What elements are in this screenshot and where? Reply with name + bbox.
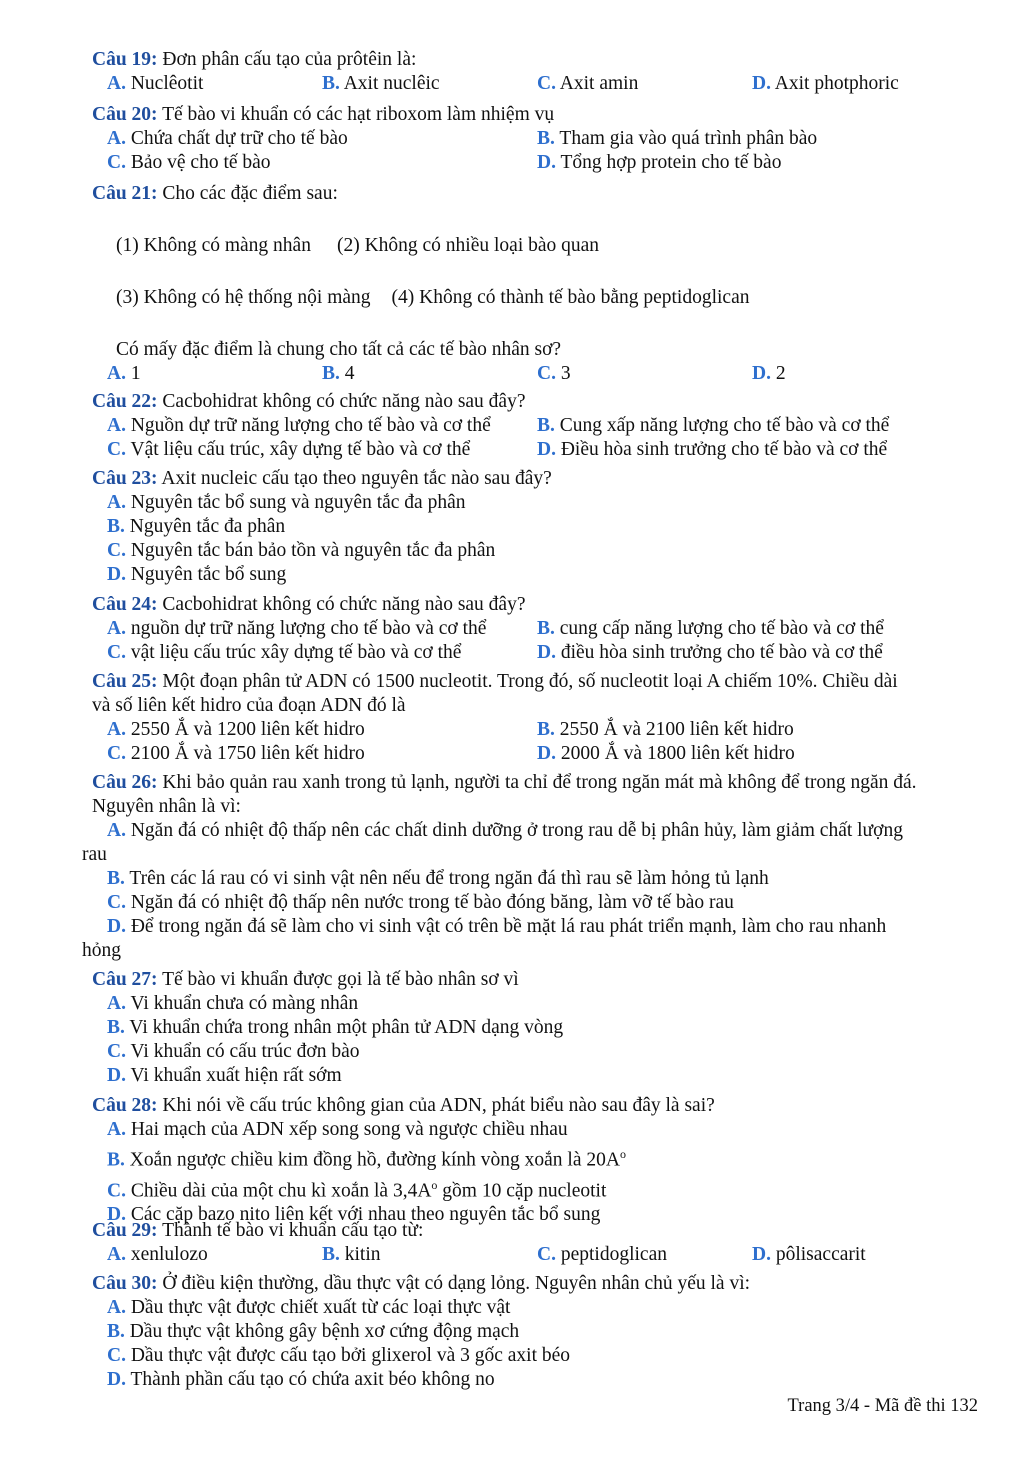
question-21-ask — [0, 338, 1024, 386]
option-d[interactable]: D. Điều hòa sinh trưởng cho tế bào và cơ thể — [537, 439, 888, 460]
option-a[interactable]: A. Vi khuẩn chưa có màng nhân — [107, 993, 359, 1014]
option-a[interactable]: A. Dầu thực vật được chiết xuất từ các loại thực vật — [107, 1297, 511, 1318]
question-text: Đơn phân cấu tạo của prôtêin là: — [162, 49, 417, 70]
option-b[interactable]: B. Cung xấp năng lượng cho tế bào và cơ thể — [537, 415, 890, 436]
question-26 — [0, 771, 1024, 963]
statement-1: (1) Không có màng nhân — [116, 235, 311, 256]
question-20 — [0, 103, 1024, 175]
option-c[interactable]: C. vật liệu cấu trúc xây dựng tế bào và cơ thể — [107, 642, 462, 663]
question-number: Câu 19: — [92, 49, 158, 70]
option-a-cont: rau — [82, 844, 107, 865]
option-c[interactable]: C. Chiều dài của một chu kì xoắn là $3,4A^o$ gồm 10 cặp nucleotit — [107, 1177, 607, 1201]
question-21 — [0, 182, 1024, 206]
option-d[interactable]: D. Thành phần cấu tạo có chứa axit béo không no — [107, 1369, 495, 1390]
question-text: Có mấy đặc điểm là chung cho tất cả các tế bào nhân sơ? — [116, 339, 562, 360]
option-c[interactable]: C. Dầu thực vật được cấu tạo bởi glixerol và 3 gốc axit béo — [107, 1345, 571, 1366]
option-b[interactable]: B. Nguyên tắc đa phân — [107, 516, 286, 537]
option-a[interactable]: A. Nuclêotit — [107, 73, 204, 94]
question-29 — [0, 1219, 1024, 1267]
option-a[interactable]: A. nguồn dự trữ năng lượng cho tế bào và cơ thể — [107, 618, 487, 639]
option-b[interactable]: B. cung cấp năng lượng cho tế bào và cơ thể — [537, 618, 884, 639]
question-text: Một đoạn phân tử ADN có 1500 nucleotit. Trong đó, số nucleotit loại A chiếm 10%. Chiều dài — [162, 671, 898, 692]
question-30 — [0, 1272, 1024, 1392]
option-b[interactable]: B. Vi khuẩn chứa trong nhân một phân tử ADN dạng vòng — [107, 1017, 564, 1038]
option-d-cont: hỏng — [82, 940, 121, 961]
option-b[interactable]: B. kitin — [322, 1244, 381, 1265]
question-number: Câu 29: — [92, 1220, 158, 1241]
statement-3: (3) Không có hệ thống nội màng — [116, 287, 371, 308]
option-c[interactable]: C. Vi khuẩn có cấu trúc đơn bào — [107, 1041, 360, 1062]
option-a[interactable]: A. Nguyên tắc bổ sung và nguyên tắc đa phân — [107, 492, 466, 513]
option-c[interactable]: C. Bảo vệ cho tế bào — [107, 152, 271, 173]
question-number: Câu 23: — [92, 468, 158, 489]
question-28 — [0, 1094, 1024, 1227]
question-text: Khi bảo quản rau xanh trong tủ lạnh, người ta chỉ để trong ngăn mát mà không để trong ngăn đá. — [162, 772, 917, 793]
question-number: Câu 20: — [92, 104, 158, 125]
question-text: Cacbohidrat không có chức năng nào sau đây? — [162, 594, 526, 615]
question-number: Câu 22: — [92, 391, 158, 412]
question-24 — [0, 593, 1024, 665]
question-text: Cho các đặc điểm sau: — [162, 183, 338, 204]
option-b[interactable]: B. Trên các lá rau có vi sinh vật nên nếu để trong ngăn đá thì rau sẽ làm hỏng tủ lạnh — [107, 868, 769, 889]
question-text: Thành tế bào vi khuẩn cấu tạo từ: — [162, 1220, 424, 1241]
option-a[interactable]: A. Chứa chất dự trữ cho tế bào — [107, 128, 348, 149]
option-c[interactable]: C. 3 — [537, 363, 571, 384]
option-d[interactable]: D. điều hòa sinh trưởng cho tế bào và cơ thể — [537, 642, 883, 663]
question-number: Câu 28: — [92, 1095, 158, 1116]
question-number: Câu 30: — [92, 1273, 158, 1294]
option-d[interactable]: D. Để trong ngăn đá sẽ làm cho vi sinh vật có trên bề mặt lá rau phát triển mạnh, làm cho rau nhanh — [107, 916, 887, 937]
statement-2: (2) Không có nhiều loại bào quan — [336, 235, 600, 256]
question-text: Tế bào vi khuẩn được gọi là tế bào nhân sơ vì — [162, 969, 519, 990]
option-c[interactable]: C. Vật liệu cấu trúc, xây dựng tế bào và cơ thể — [107, 439, 471, 460]
option-d[interactable]: D. Các cặp bazo nito liên kết với nhau theo nguyên tắc bổ sung — [107, 1204, 601, 1225]
question-text-cont: Nguyên nhân là vì: — [92, 796, 241, 817]
question-number: Câu 26: — [92, 772, 158, 793]
option-a[interactable]: A. Ngăn đá có nhiệt độ thấp nên các chất dinh dưỡng ở trong rau dễ bị phân hủy, làm giảm chất lượng — [107, 820, 903, 841]
option-a[interactable]: A. Nguồn dự trữ năng lượng cho tế bào và cơ thể — [107, 415, 491, 436]
option-d[interactable]: D. Axit photphoric — [752, 73, 899, 94]
option-b[interactable]: B. Xoắn ngược chiều kim đồng hồ, đường kính vòng xoắn là $20A^o$ — [107, 1147, 626, 1171]
option-d[interactable]: D. Nguyên tắc bổ sung — [107, 564, 287, 585]
statement-row-1 — [116, 234, 599, 258]
question-text: Cacbohidrat không có chức năng nào sau đây? — [162, 391, 526, 412]
question-number: Câu 21: — [92, 183, 158, 204]
question-text: Axit nucleic cấu tạo theo nguyên tắc nào sau đây? — [161, 468, 552, 489]
option-c[interactable]: C. Axit amin — [537, 73, 639, 94]
option-d[interactable]: D. pôlisaccarit — [752, 1244, 866, 1265]
option-b[interactable]: B. 4 — [322, 363, 355, 384]
question-number: Câu 25: — [92, 671, 158, 692]
question-23 — [0, 467, 1024, 587]
option-a[interactable]: A. 1 — [107, 363, 141, 384]
page-footer: Trang 3/4 - Mã đề thi 132 — [787, 1396, 978, 1416]
option-b[interactable]: B. 2550 Ắ và 2100 liên kết hidro — [537, 719, 794, 740]
question-19 — [0, 48, 1024, 96]
question-25 — [0, 670, 1024, 766]
option-d[interactable]: D. Tổng hợp protein cho tế bào — [537, 152, 782, 173]
option-b[interactable]: B. Axit nuclêic — [322, 73, 440, 94]
question-number: Câu 24: — [92, 594, 158, 615]
question-22 — [0, 390, 1024, 462]
statement-row-2 — [116, 286, 750, 310]
question-number: Câu 27: — [92, 969, 158, 990]
option-a[interactable]: A. Hai mạch của ADN xếp song song và ngược chiều nhau — [107, 1119, 568, 1140]
question-text-cont: và số liên kết hidro của đoạn ADN đó là — [92, 695, 406, 716]
option-c[interactable]: C. 2100 Ắ và 1750 liên kết hidro — [107, 743, 365, 764]
option-b[interactable]: B. Tham gia vào quá trình phân bào — [537, 128, 818, 149]
option-a[interactable]: A. xenlulozo — [107, 1244, 208, 1265]
option-c[interactable]: C. peptidoglican — [537, 1244, 667, 1265]
question-text: Tế bào vi khuẩn có các hạt riboxom làm nhiệm vụ — [162, 104, 555, 125]
option-c[interactable]: C. Ngăn đá có nhiệt độ thấp nên nước trong tế bào đóng băng, làm vỡ tế bào rau — [107, 892, 734, 913]
statement-4: (4) Không có thành tế bào bằng peptidoglican — [391, 287, 750, 308]
question-27 — [0, 968, 1024, 1088]
option-d[interactable]: D. 2 — [752, 363, 786, 384]
option-d[interactable]: D. Vi khuẩn xuất hiện rất sớm — [107, 1065, 342, 1086]
option-d[interactable]: D. 2000 Ắ và 1800 liên kết hidro — [537, 743, 795, 764]
option-b[interactable]: B. Dầu thực vật không gây bệnh xơ cứng động mạch — [107, 1321, 520, 1342]
question-text: Khi nói về cấu trúc không gian của ADN, phát biểu nào sau đây là sai? — [162, 1095, 715, 1116]
question-text: Ở điều kiện thường, dầu thực vật có dạng lỏng. Nguyên nhân chủ yếu là vì: — [162, 1273, 751, 1294]
option-a[interactable]: A. 2550 Ắ và 1200 liên kết hidro — [107, 719, 365, 740]
option-c[interactable]: C. Nguyên tắc bán bảo tồn và nguyên tắc đa phân — [107, 540, 496, 561]
